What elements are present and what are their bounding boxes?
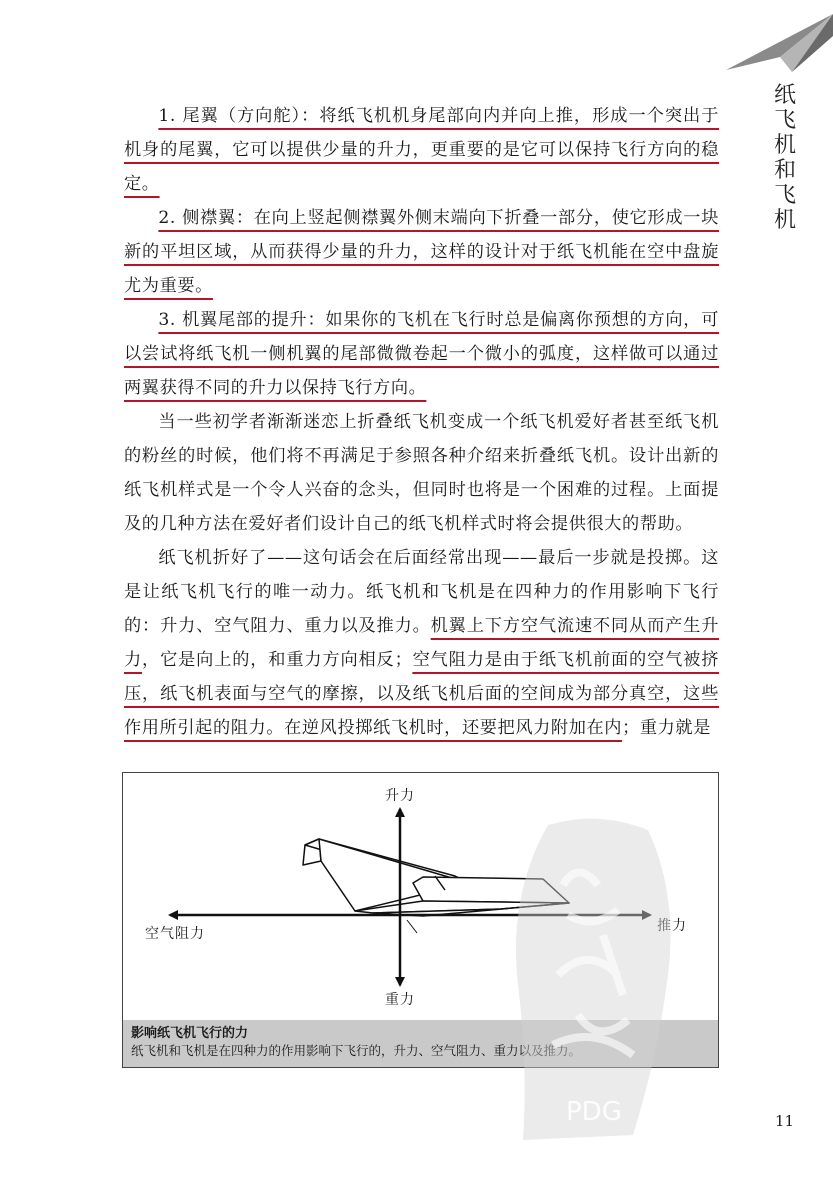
underlined-drag-text: 空气阻力是由于纸飞机前面的空气被挤压，纸飞机表面与空气的摩擦，以及纸飞机后面的空间成为部分真空，这些作用所引起的阻力。在逆风投掷纸飞机时，还要把风力附加在内 — [124, 650, 719, 738]
underlined-lift-text: 机翼上下方空气流速不同从而产生升力 — [124, 616, 719, 670]
thrust-label: 推力 — [657, 918, 687, 934]
paragraph-side-flap — [124, 201, 719, 303]
chapter-side-title — [765, 83, 805, 233]
paper-plane-corner-icon — [722, 14, 833, 76]
paragraph-tail-fin — [124, 99, 719, 201]
watermark-seal — [508, 815, 678, 1145]
paragraph-text: 3. 机翼尾部的提升：如果你的飞机在飞行时总是偏离你预想的方向，可以尝试将纸飞机一侧机翼的尾部微微卷起一个微小的弧度，这样做可以通过两翼获得不同的升力以保持飞行方向。 — [124, 310, 719, 398]
side-title-char: 飞 — [773, 183, 796, 208]
side-title-char: 和 — [773, 158, 796, 183]
paragraph-text: ；重力就是 — [622, 718, 712, 738]
body-text — [124, 99, 719, 745]
caption-text: 纸飞机和飞机是在四种力的作用影响下飞行的，升力、空气阻力、重力以及推力。 — [131, 1043, 582, 1058]
gravity-label: 重力 — [385, 992, 415, 1008]
side-title-char: 机 — [773, 133, 796, 158]
caption-title: 影响纸飞机飞行的力 — [131, 1026, 249, 1041]
side-title-char: 纸 — [773, 83, 796, 108]
paragraph-forces — [124, 541, 719, 745]
side-title-char: 机 — [773, 208, 796, 233]
paragraph-text: 纸飞机折好了——这句话会在后面经常出现——最后一步就是投掷。这是让纸飞机飞行的唯一动力。纸飞机和飞机是在四种力的作用影响下飞行的：升力、空气阻力、重力以及推力。 — [124, 548, 719, 636]
drag-label: 空气阻力 — [145, 926, 205, 942]
paragraph-enthusiasts: 当一些初学者渐渐迷恋上折叠纸飞机变成一个纸飞机爱好者甚至纸飞机的粉丝的时候，他们将不再满足于参照各种介绍来折叠纸飞机。设计出新的纸飞机样式是一个令人兴奋的念头，但同时也将是一个困难的过程。上面提及的几种方法在爱好者们设计自己的纸飞机样式时将会提供很大的帮助。 — [124, 412, 719, 534]
paragraph-text: ，它是向上的，和重力方向相反； — [142, 650, 413, 670]
page-number: 11 — [775, 1112, 795, 1130]
side-title-char: 飞 — [773, 108, 796, 133]
paragraph-text: 2. 侧襟翼：在向上竖起侧襟翼外侧末端向下折叠一部分，使它形成一块新的平坦区域，从而获得少量的升力，这样的设计对于纸飞机能在空中盘旋尤为重要。 — [124, 208, 719, 296]
lift-label: 升力 — [385, 788, 415, 804]
watermark-text: PDG — [566, 1097, 622, 1127]
paragraph-text: 1. 尾翼（方向舵）：将纸飞机机身尾部向内并向上推，形成一个突出于机身的尾翼，它可以提供少量的升力，更重要的是它可以保持飞行方向的稳定。 — [124, 106, 719, 194]
paragraph-wing-lift — [124, 303, 719, 405]
